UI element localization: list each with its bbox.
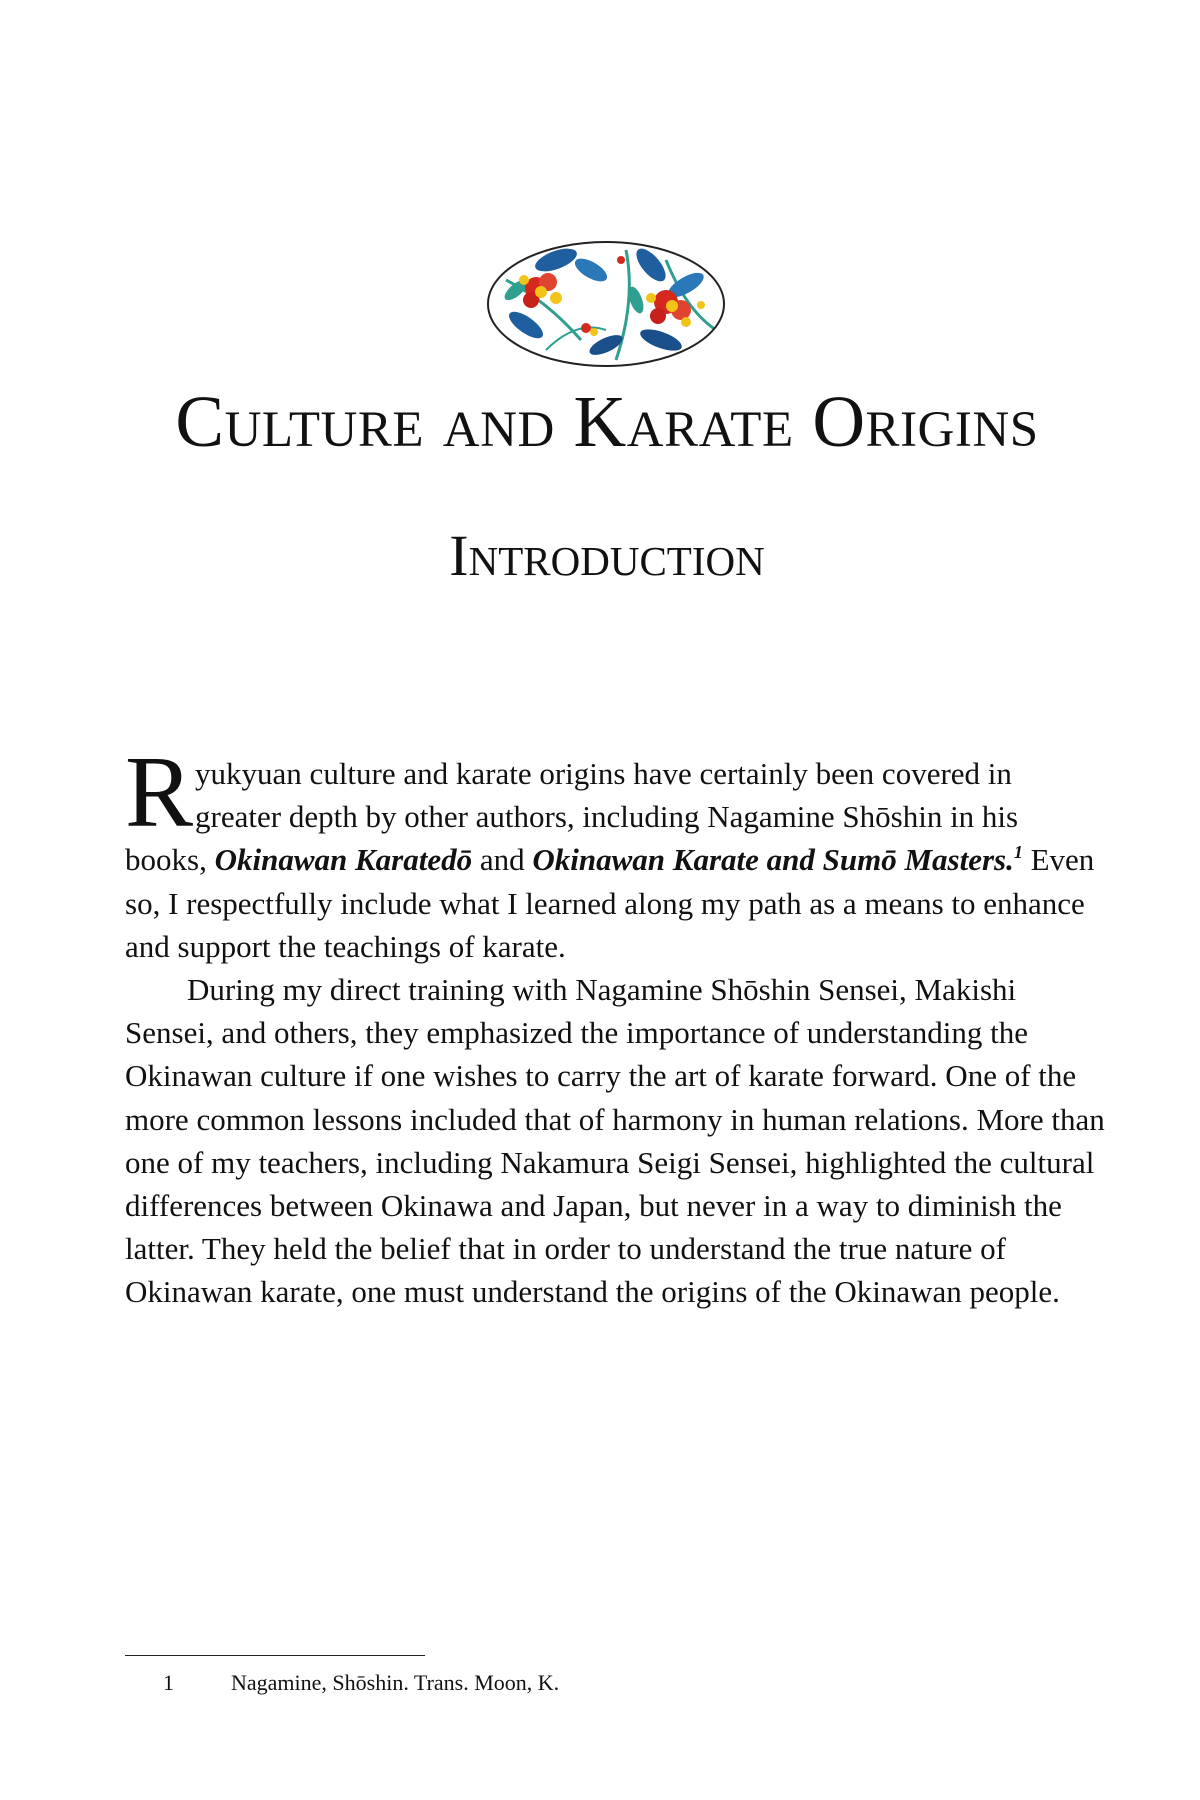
- chapter-title: Culture and Karate Origins: [175, 381, 1039, 462]
- footnote: [125, 1668, 1025, 1698]
- book-title-okinawan-karatedo: Okinawan Karatedō: [214, 842, 473, 878]
- paragraph-1-text-c: Even so, I respectfully include what I learned along my path as a means to enhance and support the teachings of karate.: [125, 842, 1095, 964]
- paragraph-1-text-a: yukyuan culture and karate origins have certainly been covered in greater depth by other authors, including Nagamine Shōshin in his books,: [125, 756, 1019, 878]
- footnote-text: Nagamine, Shōshin. Trans. Moon, K.: [231, 1670, 560, 1695]
- section-title: Introduction: [449, 523, 765, 588]
- drop-cap: R: [125, 736, 194, 849]
- paragraph-1-text-b: and: [472, 842, 533, 878]
- paragraph-2: During my direct training with Nagamine Shōshin Sensei, Makishi Sensei, and others, they emphasized the importance of understanding the Okinawan culture if one wishes to carry the art of karate forward. One of the more common lessons included that of harmony in human relations. More than one of my teachers, including Nakamura Seigi Sensei, highlighted the cultural differences between Okinawa and Japan, but never in a way to diminish the latter. They held the belief that in order to understand the true nature of Okinawan karate, one must understand the origins of the Okinawan people.: [125, 972, 1105, 1310]
- footnote-reference[interactable]: 1: [1013, 842, 1023, 863]
- floral-oval-icon: [486, 240, 726, 368]
- body-text: [125, 736, 1105, 1314]
- footnote-divider: [125, 1655, 425, 1656]
- footnote-number: 1: [163, 1670, 174, 1695]
- paragraph-1: [125, 736, 1105, 968]
- book-title-karate-sumo-masters: Okinawan Karate and Sumō Masters.: [532, 842, 1014, 878]
